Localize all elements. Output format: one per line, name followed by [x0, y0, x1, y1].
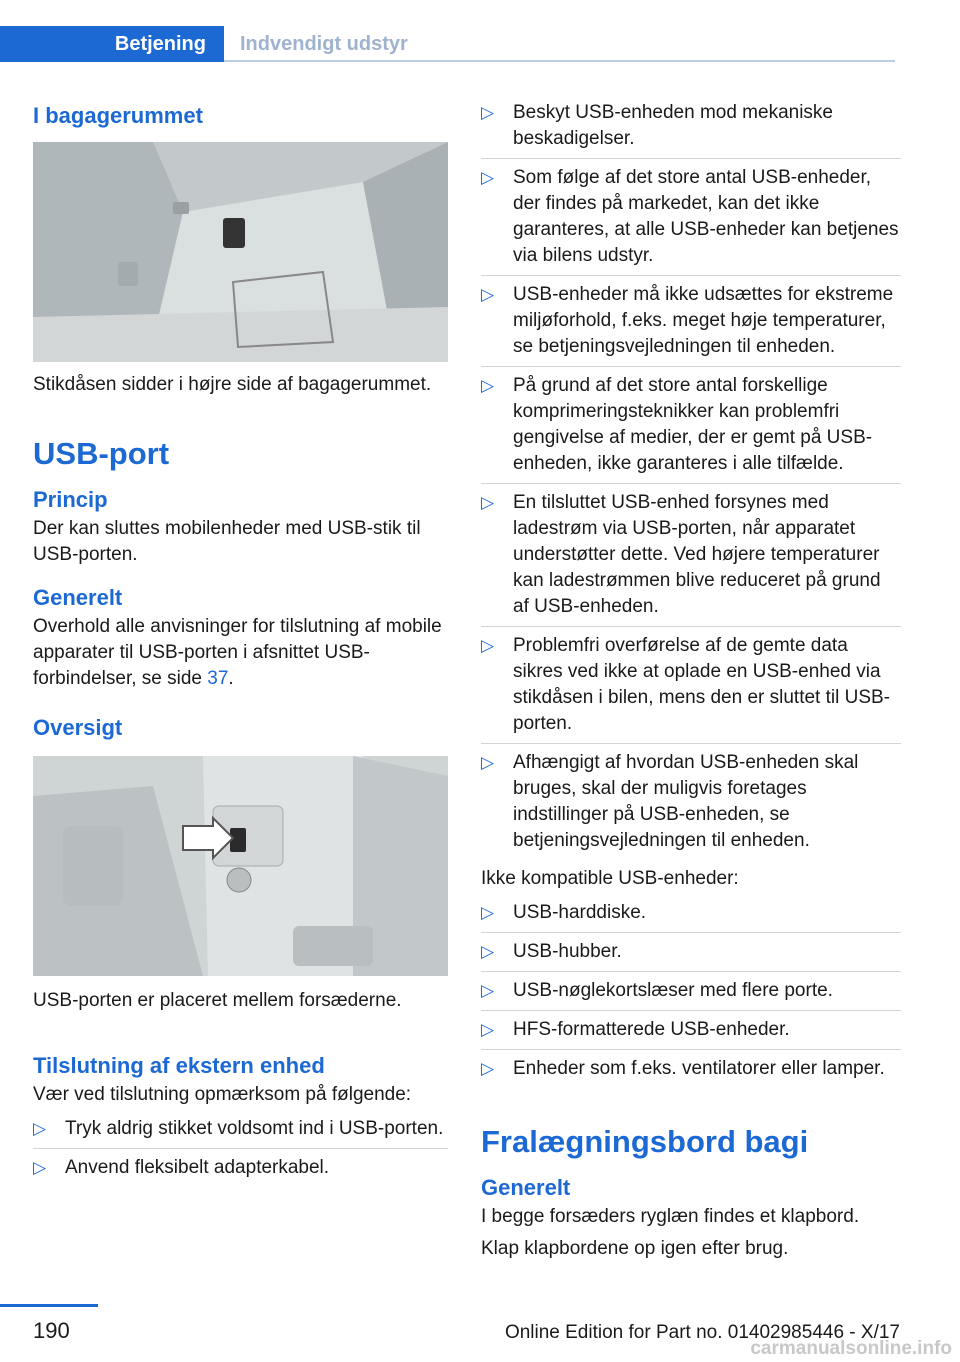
- caption-usb: USB-porten er placeret mellem forsæderne.: [33, 990, 402, 1011]
- footer-divider: [0, 1304, 98, 1307]
- incompatible-list: [481, 900, 901, 1088]
- list-item: ▷ USB-nøglekortslæser med flere porte.: [481, 978, 901, 1011]
- trunk-photo: [33, 142, 448, 362]
- generelt-end: .: [228, 668, 234, 689]
- heading-generelt-2: Generelt: [481, 1175, 571, 1200]
- right-column: [481, 100, 901, 1262]
- list-item: ▷ USB-enheder må ikke udsættes for ekstreme miljøforhold, f.eks. meget høje temperaturer, se betjeningsvejledningen til enheden.: [481, 282, 901, 367]
- list-item: ▷ Enheder som f.eks. ventilatorer eller lamper.: [481, 1056, 901, 1088]
- list-item: ▷ USB-harddiske.: [481, 900, 901, 933]
- generelt-body: Overhold alle anvisninger for tilslutning af mobile apparater til USB-porten i afsnittet USB-forbindelser, se side: [33, 616, 442, 689]
- list-item: ▷ Som følge af det store antal USB-enheder, der findes på markedet, kan det ikke garanteres, at alle USB-enheder kan betjenes via bilens udstyr.: [481, 165, 901, 276]
- generelt-text: [33, 614, 448, 692]
- triangle-right-icon: ▷: [481, 376, 495, 395]
- triangle-right-icon: ▷: [481, 753, 495, 772]
- usb-port-photo: [33, 756, 448, 976]
- triangle-right-icon: ▷: [481, 981, 495, 1000]
- list-item: ▷ HFS-formatterede USB-enheder.: [481, 1017, 901, 1050]
- list-item: ▷ En tilsluttet USB-enhed forsynes med ladestrøm via USB-porten, når apparatet understøtter dette. Ved højere temperaturer kan ladestrømmen blive reduceret på grund af USB-enheden.: [481, 490, 901, 627]
- triangle-right-icon: ▷: [481, 1020, 495, 1039]
- list-item: ▷ Tryk aldrig stikket voldsomt ind i USB-porten.: [33, 1116, 448, 1149]
- heading-princip: Princip: [33, 487, 108, 512]
- triangle-right-icon: ▷: [33, 1119, 47, 1138]
- triangle-right-icon: ▷: [481, 636, 495, 655]
- list-item: ▷ USB-hubber.: [481, 939, 901, 972]
- page-link-37[interactable]: 37: [207, 668, 229, 689]
- header-bar: [0, 0, 895, 62]
- tilslutning-text: Vær ved tilslutning opmærksom på følgende:: [33, 1084, 412, 1105]
- heading-oversigt: Oversigt: [33, 715, 123, 740]
- list-item: ▷ Problemfri overførelse af de gemte data sikres ved ikke at oplade en USB-enhed via stikdåsen i bilen, mens den er sluttet til USB-porten.: [481, 633, 901, 744]
- caption-trunk: Stikdåsen sidder i højre side af bagagerummet.: [33, 374, 432, 395]
- fralaegning-text-1: I begge forsæders ryglæn findes et klapbord.: [481, 1206, 860, 1227]
- incompatible-label: Ikke kompatible USB-enheder:: [481, 868, 739, 889]
- triangle-right-icon: ▷: [481, 1059, 495, 1078]
- heading-bagagerummet: I bagagerummet: [33, 103, 203, 128]
- heading-usb-port: USB-port: [33, 436, 170, 471]
- watermark: carmanualsonline.info: [750, 1338, 952, 1359]
- header-divider: [224, 60, 895, 62]
- list-item: ▷ Afhængigt af hvordan USB-enheden skal bruges, skal der muligvis foretages indstillinger på USB-enheden, se betjeningsvejledningen til enheden.: [481, 752, 859, 851]
- list-item: ▷ Beskyt USB-enheden mod mekaniske beskadigelser.: [481, 100, 901, 159]
- tab-indvendigt-udstyr[interactable]: Indvendigt udstyr: [240, 32, 408, 55]
- triangle-right-icon: ▷: [481, 285, 495, 304]
- left-column: [33, 100, 448, 1193]
- tab-betjening[interactable]: Betjening: [0, 26, 224, 62]
- heading-tilslutning: Tilslutning af ekstern enhed: [33, 1053, 325, 1078]
- list-item: ▷ På grund af det store antal forskellige komprimeringsteknikker kan problemfri gengivelse af medier, der er gemt på USB-enheden, ikke garanteres i alle tilfælde.: [481, 373, 901, 484]
- triangle-right-icon: ▷: [481, 103, 495, 122]
- princip-text: Der kan sluttes mobilenheder med USB-stik til USB-porten.: [33, 518, 421, 565]
- edition-label: Online Edition for Part no. 01402985446 - X/17: [504, 1322, 900, 1343]
- triangle-right-icon: ▷: [481, 168, 495, 187]
- fralaegning-text-2: Klap klapbordene op igen efter brug.: [481, 1238, 789, 1259]
- tilslutning-list: [33, 1116, 448, 1187]
- usb-notes-list: [481, 100, 901, 860]
- page-number: 190: [33, 1318, 70, 1343]
- heading-fralaegningsbord: Fralægningsbord bagi: [481, 1124, 809, 1159]
- triangle-right-icon: ▷: [481, 493, 495, 512]
- list-item: ▷ Anvend fleksibelt adapterkabel.: [33, 1155, 448, 1187]
- triangle-right-icon: ▷: [481, 903, 495, 922]
- triangle-right-icon: ▷: [33, 1158, 47, 1177]
- heading-generelt: Generelt: [33, 585, 123, 610]
- triangle-right-icon: ▷: [481, 942, 495, 961]
